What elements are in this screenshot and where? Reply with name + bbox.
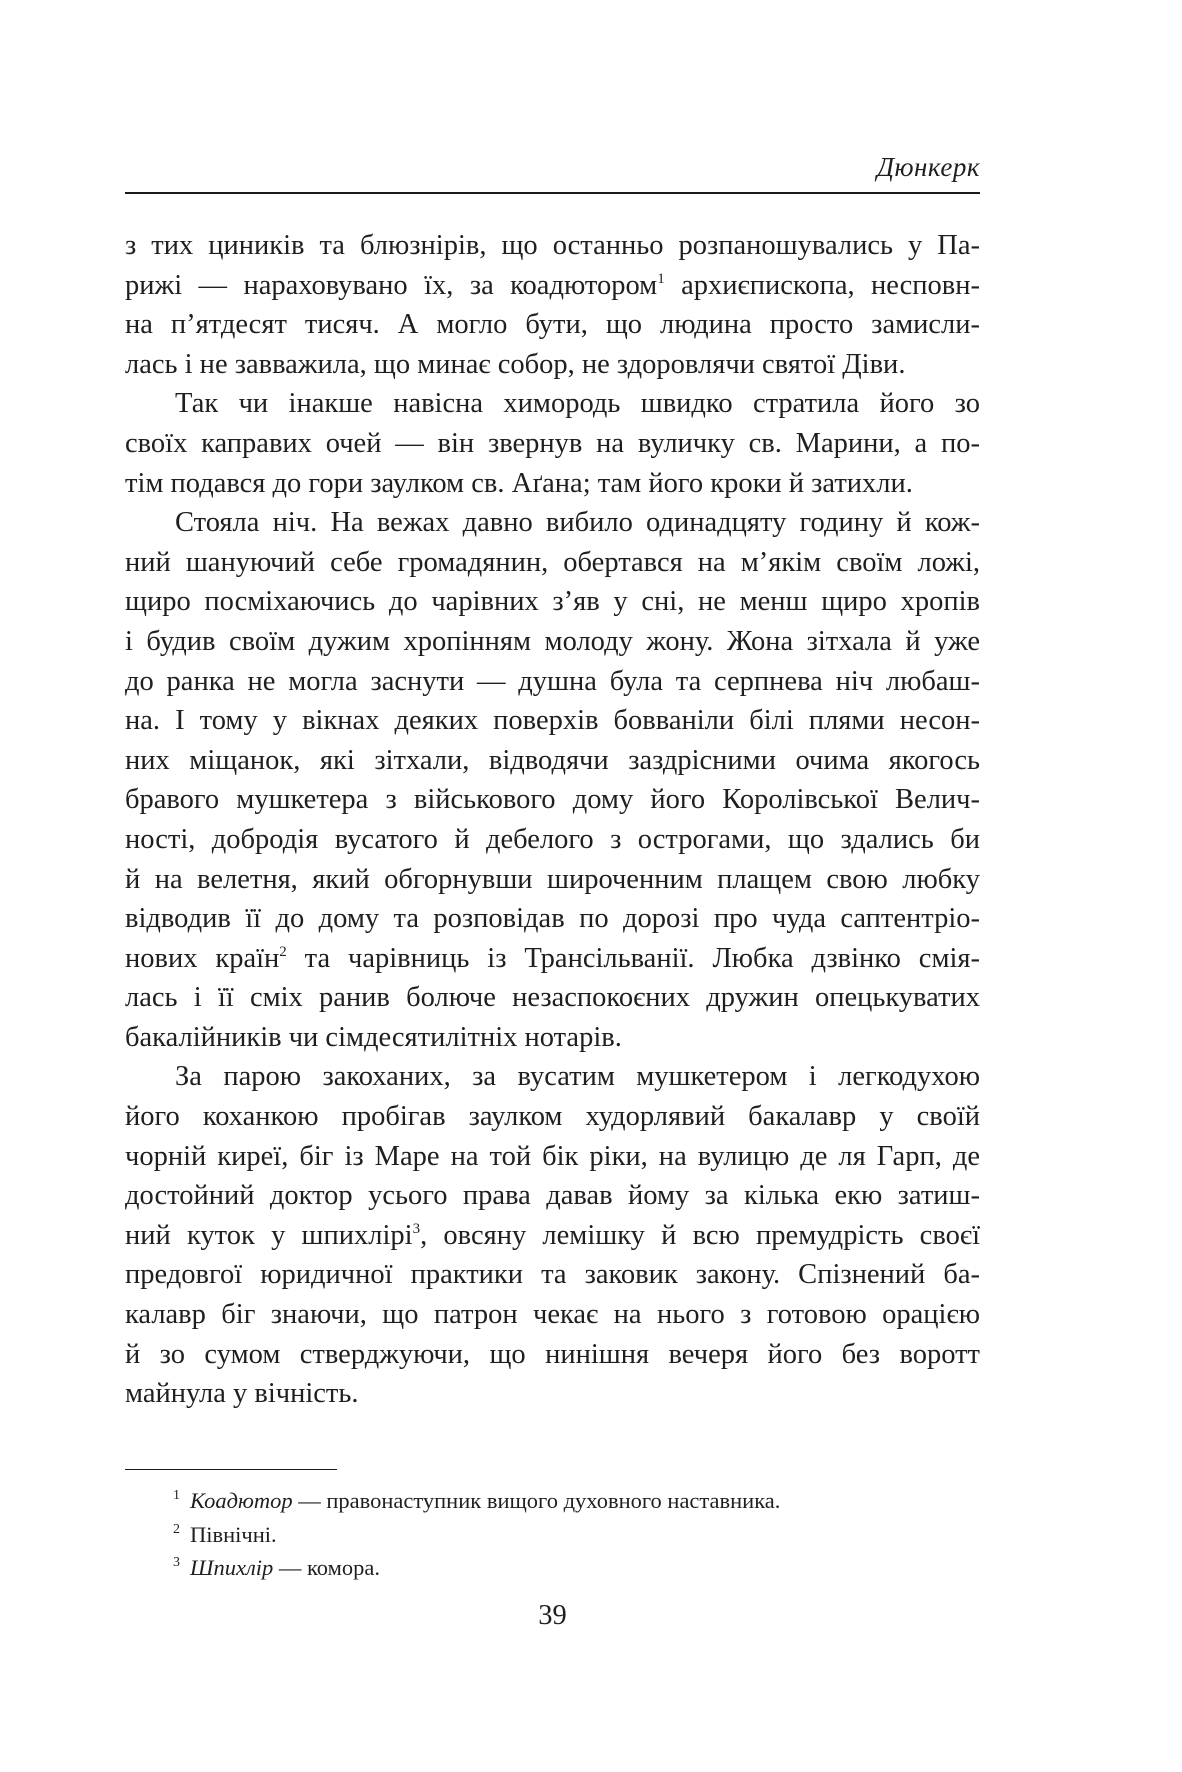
text-line: щиро посміхаючись до чарівних з’яв у сні, не менш щиро хропів [125, 586, 980, 618]
footnotes [125, 1484, 980, 1585]
text-line: Стояла ніч. На вежах давно вибило одинадцяту годину й кож- [175, 507, 980, 539]
text-line: відводив її до дому та розповідав по дорозі про чуда саптентріо- [125, 903, 980, 935]
text-line: з тих циників та блюзнірів, що останньо розпаношувались у Па- [125, 230, 980, 261]
footnote-term: Коадютор [190, 1488, 293, 1513]
text-line: них міщанок, які зітхали, відводячи заздрісними очима якогось [125, 744, 980, 776]
footnote-rule [125, 1469, 337, 1470]
text-line: його коханкою пробігав заулком худорлявий бакалавр у своїй [125, 1101, 980, 1133]
page-number: 39 [538, 1600, 567, 1631]
text-line: чорній киреї, біг із Маре на той бік ріки, на вулицю де ля Гарп, де [125, 1140, 980, 1172]
footnote-ref[interactable]: 2 [279, 943, 287, 960]
footnote-term: Шпихлір [190, 1555, 274, 1580]
text-line: За парою закоханих, за вусатим мушкетером і легкодухою [175, 1061, 980, 1093]
text-line: й на велетня, який обгорнувши широченним плащем свою любку [125, 863, 980, 895]
text-line: рижі — нараховувано їх, за коадютором$^1$ архиєпископа, несповн- [125, 269, 980, 301]
text-line: предовгої юридичної практики та заковик закону. Спізнений ба- [125, 1259, 980, 1291]
text-line: й зо сумом стверджуючи, що нинішня вечеря його без воротт [125, 1338, 980, 1370]
text-line: Так чи інакше навісна химородь швидко стратила його зо [175, 388, 980, 420]
text-line: майнула у вічність. [125, 1378, 359, 1410]
text-line: і будив своїм дужим хропінням молоду жону. Жона зітхала й уже [125, 625, 980, 657]
footnote-1: 1 Коадютор — правонаступник вищого духовного наставника. [173, 1488, 781, 1513]
footnote-ref[interactable]: 3 [412, 1220, 421, 1237]
text-line: лась і її сміх ранив болюче незаспокоєних дружин опецькуватих [125, 982, 980, 1014]
footnote-2: 2 Північні. [173, 1521, 277, 1547]
text-line: бравого мушкетера з військового дому його Королівської Велич- [125, 784, 980, 816]
header-rule [125, 192, 980, 194]
text-line: на п’ятдесят тисяч. А могло бути, що людина просто замисли- [125, 309, 980, 341]
footnote-text: — правонаступник вищого духовного наставника. [292, 1488, 781, 1513]
text-line: достойний доктор усього права давав йому за кілька екю затиш- [125, 1180, 980, 1212]
text-line: ності, добродія вусатого й дебелого з острогами, що здались би [125, 823, 980, 855]
body-text [125, 226, 980, 1414]
text-line: лась і не завважила, що минає собор, не здоровлячи святої Діви. [125, 348, 906, 380]
text-line: бакалійників чи сімдесятилітніх нотарів. [125, 1021, 622, 1053]
footnote-3: 3 Шпихлір — комора. [173, 1555, 380, 1580]
text-line: на. І тому у вікнах деяких поверхів бовваніли білі плями несон- [125, 705, 980, 737]
text-line: нових країн$^2$ та чарівниць із Трансільванії. Любка дзвінко смія- [125, 942, 980, 974]
footnote-text: — комора. [273, 1555, 380, 1580]
text-line: калавр біг знаючи, що патрон чекає на нього з готовою орацією [125, 1299, 980, 1331]
footnote-text: Північні. [190, 1521, 277, 1547]
text-line: ний шануючий себе громадянин, обертався на м’якім своїм ложі, [125, 546, 980, 578]
running-head: Дюнкерк [876, 152, 980, 182]
text-line: тім подався до гори заулком св. Аґана; там його кроки й затихли. [125, 467, 913, 499]
text-line: до ранка не могла заснути — душна була та серпнева ніч любаш- [125, 665, 980, 697]
text-line: ний куток у шпихлірі$^3$, овсяну лемішку й всю премудрість своєї [125, 1219, 980, 1251]
text-line: своїх каправих очей — він звернув на вуличку св. Марини, а по- [125, 427, 980, 459]
footnote-ref[interactable]: 1 [657, 270, 665, 287]
